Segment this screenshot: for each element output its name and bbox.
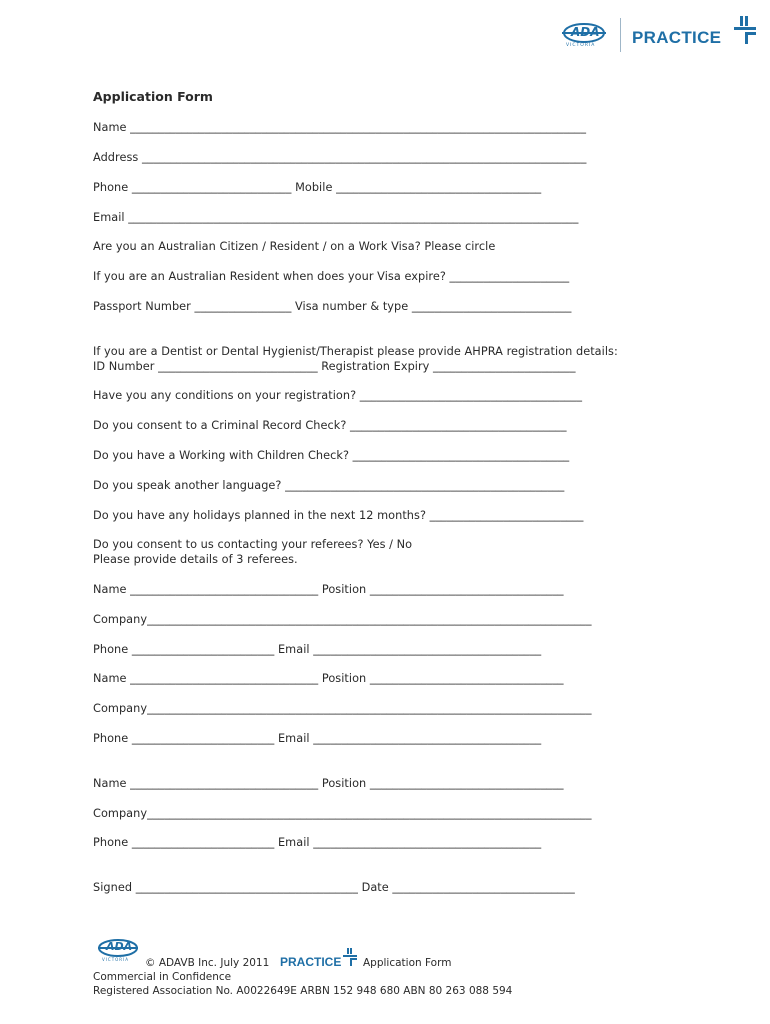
referee-3-name-position[interactable]: Name _________________________________ Position __________________________________: [93, 777, 564, 790]
passport-visa-field[interactable]: Passport Number _________________ Visa number & type ____________________________: [93, 300, 572, 313]
referee-1-name-position[interactable]: Name _________________________________ Position __________________________________: [93, 583, 564, 596]
visa-expiry-field[interactable]: If you are an Australian Resident when does your Visa expire? _____________________: [93, 270, 570, 283]
name-field[interactable]: Name ________________________________________________________________________________: [93, 121, 587, 134]
ahpra-id-expiry-field[interactable]: ID Number ____________________________ Registration Expiry _________________________: [93, 360, 576, 373]
children-check-field[interactable]: Do you have a Working with Children Check? ______________________________________: [93, 449, 570, 462]
referee-1-phone-email[interactable]: Phone _________________________ Email ________________________________________: [93, 643, 542, 656]
ada-logo-text: ADA: [571, 25, 600, 39]
holidays-field[interactable]: Do you have any holidays planned in the next 12 months? ___________________________: [93, 509, 584, 522]
criminal-check-field[interactable]: Do you consent to a Criminal Record Check? ______________________________________: [93, 419, 567, 432]
language-field[interactable]: Do you speak another language? _________________________________________________: [93, 479, 565, 492]
residency-question: Are you an Australian Citizen / Resident / on a Work Visa? Please circle: [93, 240, 496, 253]
footer-ada-logo: [96, 938, 142, 964]
footer-ada-logo-text: ADA: [106, 940, 133, 953]
footer-registration: Registered Association No. A0022649E ARBN 152 948 680 ABN 80 263 088 594: [93, 985, 513, 997]
registration-conditions-field[interactable]: Have you any conditions on your registration? _______________________________________: [93, 389, 583, 402]
form-title: Application Form: [93, 89, 213, 104]
practice-logo: PRACTICE: [632, 28, 722, 47]
practice-cross-icon: [734, 16, 756, 44]
footer-practice-logo: PRACTICE: [280, 955, 342, 969]
referee-2-name-position[interactable]: Name _________________________________ Position __________________________________: [93, 672, 564, 685]
referee-1-company[interactable]: Company______________________________________________________________________________: [93, 613, 592, 626]
ada-logo: [560, 22, 612, 50]
address-field[interactable]: Address ______________________________________________________________________________: [93, 151, 587, 164]
signature-date-field[interactable]: Signed _______________________________________ Date ________________________________: [93, 881, 575, 894]
referee-instructions: Please provide details of 3 referees.: [93, 553, 298, 566]
referee-2-company[interactable]: Company______________________________________________________________________________: [93, 702, 592, 715]
footer-ada-logo-subtext: VICTORIA: [102, 957, 129, 962]
header-divider: [620, 18, 621, 52]
referee-2-phone-email[interactable]: Phone _________________________ Email ________________________________________: [93, 732, 542, 745]
email-field[interactable]: Email _______________________________________________________________________________: [93, 211, 579, 224]
referee-consent-question: Do you consent to us contacting your referees? Yes / No: [93, 538, 413, 551]
footer-copyright: © ADAVB Inc. July 2011: [145, 957, 270, 969]
footer-confidential: Commercial in Confidence: [93, 971, 232, 983]
ahpra-question: If you are a Dentist or Dental Hygienist/Therapist please provide AHPRA registration details:: [93, 345, 618, 358]
ada-logo-subtext: VICTORIA: [566, 43, 596, 48]
referee-3-phone-email[interactable]: Phone _________________________ Email ________________________________________: [93, 836, 542, 849]
footer-doc-label: Application Form: [363, 957, 452, 969]
phone-mobile-field[interactable]: Phone ____________________________ Mobile ____________________________________: [93, 181, 542, 194]
footer-practice-cross-icon: [343, 948, 357, 966]
referee-3-company[interactable]: Company______________________________________________________________________________: [93, 807, 592, 820]
